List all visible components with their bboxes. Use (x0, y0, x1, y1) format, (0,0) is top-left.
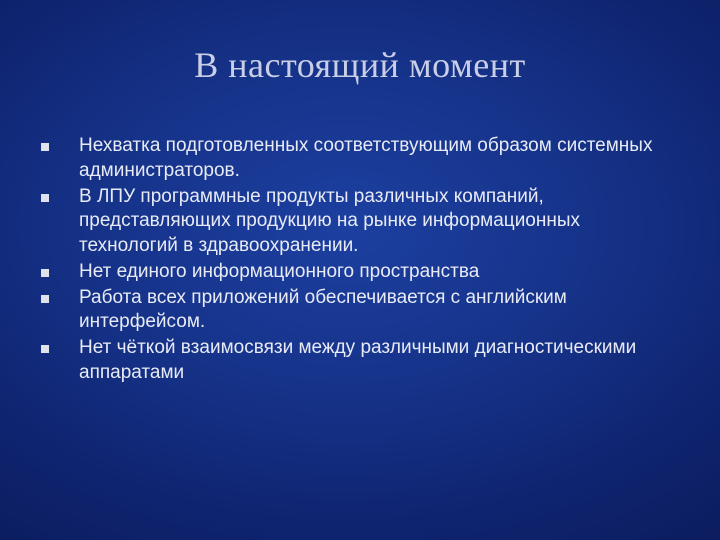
bullet-item (40, 134, 680, 183)
bullet-text: В ЛПУ программные продукты различных компаний, представляющих продукцию на рынке информационных технологий в здравоохранении. (79, 185, 581, 256)
square-bullet-icon (41, 194, 49, 202)
square-bullet-icon (41, 143, 49, 151)
bullet-text: Нехватка подготовленных соответствующим образом системных администраторов. (79, 135, 653, 181)
bullet-text: Нет чёткой взаимосвязи между различными диагностическими аппаратами (79, 337, 637, 383)
bullet-list (40, 134, 680, 387)
bullet-item (40, 286, 680, 335)
bullet-item (40, 185, 680, 259)
bullet-item (40, 336, 680, 385)
square-bullet-icon (41, 269, 49, 277)
slide-title: В настоящий момент (194, 45, 526, 85)
bullet-text: Нет единого информационного пространства (79, 260, 480, 282)
square-bullet-icon (41, 295, 49, 303)
bullet-text: Работа всех приложений обеспечивается с английским интерфейсом. (79, 286, 567, 332)
bullet-item (40, 260, 680, 285)
square-bullet-icon (41, 345, 49, 353)
